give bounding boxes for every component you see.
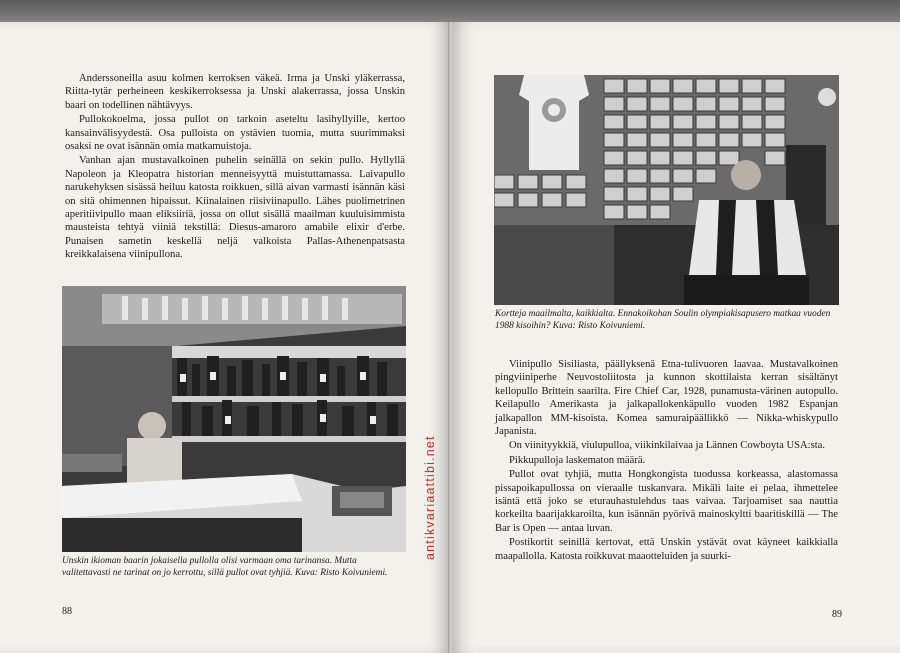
paragraph: Vanhan ajan mustavalkoinen puhelin seinällä on sekin pullo. Hyllyllä Napoleon ja Kleopatra historian menneisyyttä muistuttamassa. Laivapullo narukehyksen sisässä heiluu katosta roikkuen, sillä aivan varmasti isännän käsi on sitä ohimennen hipaissut. Kiinalainen riisiviinapullo. Lähes puolimetrinen aperitiivipullo maan eliksiiriä, jossa on ollut sisällä maailman kuuluisimmista mausteista tehtyä viiniä tekstillä: Diesus-amaroro amabile elixir d'erbe. Punaisen sametin keskellä neljä valkoista Pallas-Athenenpatsasta kreikkalaisena viinipullona.	[65, 155, 405, 261]
paragraph: Pullot ovat tyhjiä, mutta Hongkongista tuodussa korkeassa, alastomassa pissapoikapullossa on vieraalle tuskanvara. Mikäli laite ei pelaa, ihmettelee isäntä että joko se eturauhastulehdus taas vaivaa. Tarjoamiset saa nauttia korkeilta baarijakkaroilta, kun isännän pyörivä mainoskyltti baaritiskillä — The Bar is Open — antaa luvan.	[495, 469, 838, 534]
bar-photo	[62, 286, 406, 552]
paragraph: On viinityykkiä, viulupulloa, viikinkilaivaa ja Lännen Cowboyta USA:sta.	[509, 440, 826, 452]
paragraph: Viinipullo Sisiliasta, päällyksenä Etna-tulivuoren laavaa. Mustavalkoinen pingviiniperhe Neuvostoliitosta ja kunnon skottilaista kerran sisältänyt kellopullo Brittein saarilta. Fire Chief Car, 1928, punamusta-värinen autopullo. Keilapullo Amerikasta ja jalkapallokenkäpullo vuoden 1982 Espanjan jalkapallon MM-kisoista. Komea samuraipäällikkö — Nikka-whiskypullo Japanista.	[495, 359, 838, 438]
page-number-right: 89	[832, 609, 842, 620]
watermark-text: antikvariaattibi.net	[423, 435, 437, 560]
right-photo-caption: Kortteja maailmalta, kaikkialta. Ennakoikohan Soulin olympiakisapusero matkaa vuoden 1988 kisoihin? Kuva: Risto Koivuniemi.	[495, 309, 831, 332]
paragraph: Anderssoneilla asuu kolmen kerroksen väkeä. Irma ja Unski yläkerrassa, Riitta-tytär perheineen keskikerroksessa ja Unski alakerrassa, jossa Unskin baari on todellinen nähtävyys.	[65, 73, 405, 111]
paragraph: Pullokokoelma, jossa pullot on tarkoin aseteltu lasihyllyille, kertoo kansainvälisyydestä. Osa pulloista on ystävien tuomia, mutta suurimmaksi osaksi ne ovat isännän omia matkamuistoja.	[65, 114, 405, 153]
paragraph: Pikkupulloja laskematon määrä.	[509, 454, 646, 466]
postcard-wall-photo	[494, 75, 839, 305]
left-photo-caption: Unskin ikioman baarin jokaisella pullolla olisi varmaan oma tarinansa. Mutta valitettavasti ne tarinat on jo kerrottu, sillä pullot ovat tyhjiä. Kuva: Risto Koivuniemi.	[62, 556, 388, 579]
right-page	[452, 22, 900, 653]
left-body-text	[65, 72, 405, 263]
left-page	[0, 22, 450, 653]
right-body-text	[495, 358, 838, 564]
page-number-left: 88	[62, 606, 72, 617]
paragraph: Postikortit seinillä kertovat, että Unskin ystävät ovat käyneet kaikkialla maapallolla. Katosta roikkuvat maaotteluiden ja suurki-	[495, 537, 838, 562]
